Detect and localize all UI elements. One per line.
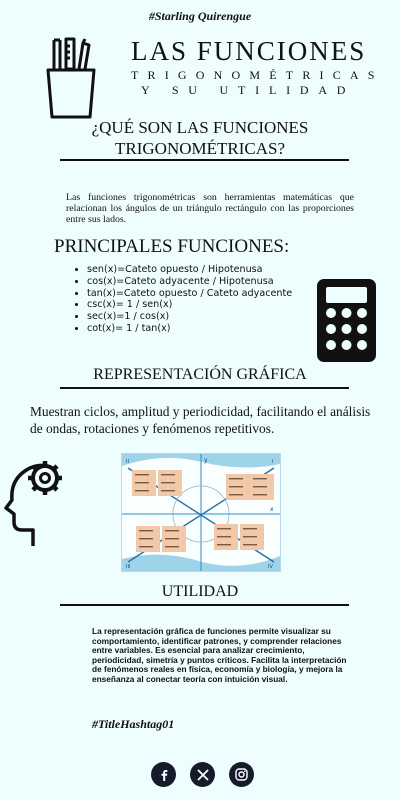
quadrant-label: I — [272, 459, 274, 465]
author-tag: #Starling Quirengue — [148, 9, 252, 23]
subtitle-line-1: TRIGONOMÉTRICAS — [131, 68, 384, 82]
function-list — [73, 264, 292, 335]
utility-text: La representación gráfica de funciones permite visualizar su comportamiento, identificar patrones, y comprender relaciones entre variables. Es esencial para analizar crecimiento, periodicidad, simetría y puntos críticos. Facilita la interpretación de fenómenos reales en física, economía y biología, y mejora la enseñanza al conectar teoría con intuición visual. — [92, 626, 347, 684]
representation-text: Muestran ciclos, amplitud y periodicidad, facilitando el análisis de ondas, rotaciones y fenómenos repetitivos. — [30, 404, 371, 436]
trig-quadrant-graph — [121, 453, 281, 572]
representation-heading: REPRESENTACIÓN GRÁFICA — [93, 366, 307, 383]
quadrant-label: III — [126, 564, 131, 570]
instagram-button[interactable] — [229, 762, 254, 787]
facebook-icon — [158, 769, 170, 781]
list-item: • cot(x)= 1 / tan(x) — [87, 323, 292, 335]
divider — [60, 159, 349, 161]
intro-text: Las funciones trigonométricas son herramientas matemáticas que relacionan los ángulos de un triángulo rectángulo con las proporciones entre sus lados. — [66, 192, 354, 225]
intro-heading-line-1: ¿QUÉ SON LAS FUNCIONES — [91, 118, 309, 137]
list-item: • sec(x)=1 / cos(x) — [87, 311, 292, 323]
divider — [60, 604, 349, 606]
intro-heading — [0, 117, 400, 159]
subtitle-line-2: Y SU UTILIDAD — [141, 83, 356, 97]
x-icon — [197, 769, 209, 781]
instagram-icon — [235, 768, 248, 781]
list-item: • sen(x)=Cateto opuesto / Hipotenusa — [87, 264, 292, 276]
quadrant-label: IV — [268, 564, 273, 570]
x-button[interactable] — [190, 762, 215, 787]
graph-y-label: y — [204, 457, 208, 464]
hashtag: #TitleHashtag01 — [92, 717, 175, 731]
head-gear-icon — [0, 458, 64, 548]
main-title: LAS FUNCIONES — [131, 36, 367, 66]
list-item: • cos(x)=Cateto adyacente / Hipotenusa — [87, 276, 292, 288]
quadrant-label: II — [126, 459, 129, 465]
graph-x-label: x — [270, 506, 274, 513]
calculator-icon — [316, 278, 377, 363]
facebook-button[interactable] — [151, 762, 176, 787]
divider — [60, 387, 349, 389]
list-item: • tan(x)=Cateto opuesto / Cateto adyacente — [87, 288, 292, 300]
list-item: • csc(x)= 1 / sen(x) — [87, 299, 292, 311]
intro-heading-line-2: TRIGONOMÉTRICAS? — [115, 139, 285, 158]
pencil-cup-icon — [46, 37, 96, 119]
principal-heading: PRINCIPALES FUNCIONES: — [54, 236, 290, 257]
utility-heading: UTILIDAD — [161, 583, 239, 600]
